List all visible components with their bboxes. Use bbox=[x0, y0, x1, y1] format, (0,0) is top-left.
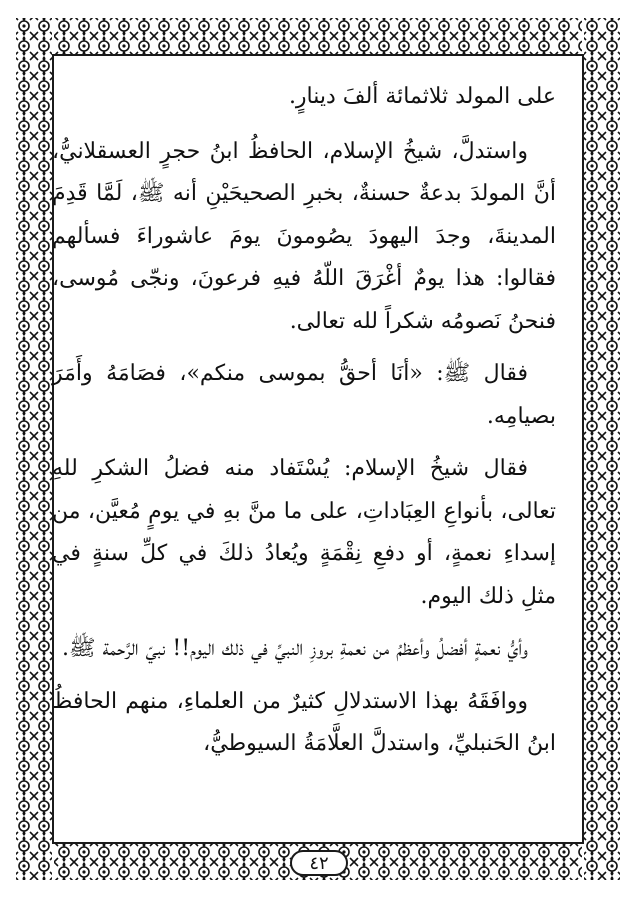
page-number: ٤٢ bbox=[290, 850, 348, 876]
border-top-ornament bbox=[14, 16, 622, 56]
paragraph-5: وأيُّ نعمةٍ أفضلُ وأعظمُ من نعمةِ بروزِ النبيِّ في ذلك اليوم!! نبيّ الرَّحمة ﷺ. bbox=[62, 636, 528, 661]
border-right-ornament bbox=[582, 16, 622, 882]
page-body-text bbox=[52, 76, 556, 831]
border-left-ornament bbox=[14, 16, 54, 882]
paragraph-3: فقال ﷺ: «أنَا أحقُّ بموسى منكم»، فصَامَهُ وأَمَرَ بصيامِه. bbox=[52, 361, 556, 429]
paragraph-1: على المولد ثلاثمائة ألفَ دينارٍ. bbox=[288, 84, 556, 109]
paragraph-4: فقال شيخُ الإسلام: يُسْتَفاد منه فضلُ الشكرِ للهِ تعالى، بأنواعِ العِبَاداتِ، على ما منَّ بهِ في يومٍ مُعيَّن، من إسداءِ نعمةٍ، أو دفعِ نِقْمَةٍ ويُعادُ ذلكَ في كلِّ سنةٍ في مثلِ ذلك اليوم. bbox=[52, 456, 556, 609]
paragraph-6: ووافَقَهُ بهذا الاستدلالِ كثيرٌ من العلماءِ، منهم الحافظُ ابنُ الحَنبليِّ، واستدلَّ العلَّامَةُ السيوطيُّ، bbox=[52, 688, 556, 756]
paragraph-2: واستدلَّ، شيخُ الإسلام، الحافظُ ابنُ حجرٍ العسقلانيُّ، أنَّ المولدَ بدعةٌ حسنةٌ، بخبرِ الصحيحَيْنِ أنه ﷺ، لَمَّا قَدِمَ المدينةَ، وجدَ اليهودَ يصُومونَ يومَ عاشوراءَ فسألهم فقالوا: هذا يومٌ أغْرَقَ اللّهُ فيهِ فرعونَ، ونجّى مُوسى، فنحنُ نَصومُه شكراً لله تعالى. bbox=[52, 138, 556, 334]
